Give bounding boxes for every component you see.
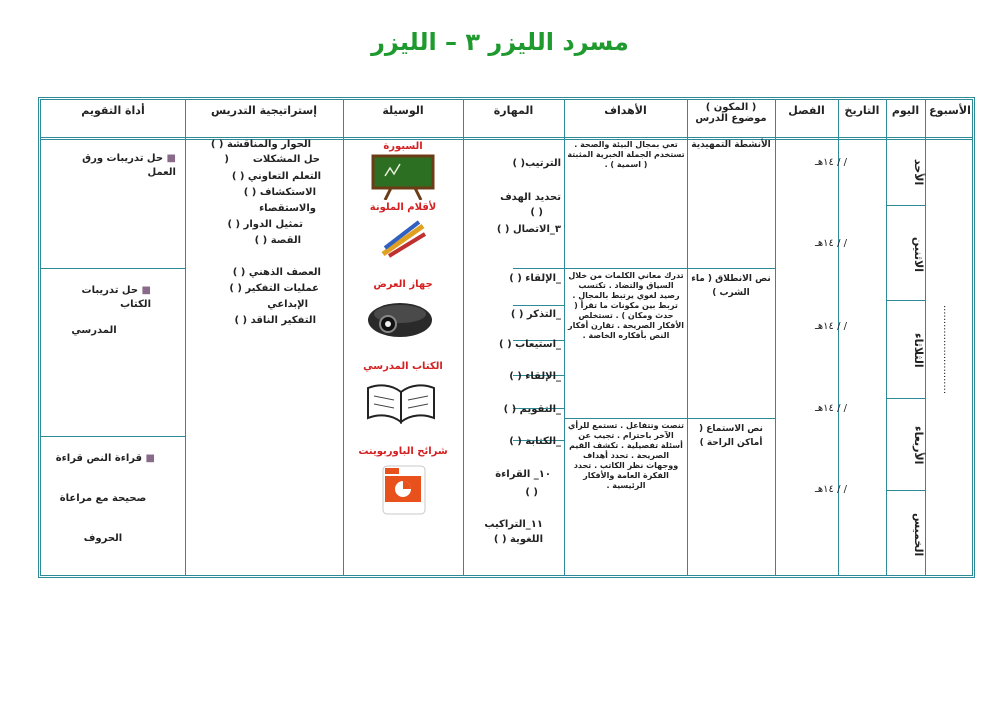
strategy-8: عمليات التفكير ( ) [229,283,319,294]
date-4: / / ١٤هـ [814,403,848,414]
day-divider [886,490,925,491]
section-divider [564,418,775,419]
header-means: الوسيلة [382,104,424,117]
component-3: نص الاستماع ( أماكن الراحة ) [699,424,763,448]
header-class: الفصل [788,104,825,117]
skill-5: _التذكر ( ) [510,309,561,320]
strategy-4b: والاستقصاء [259,203,316,214]
day-divider [886,300,925,301]
means-pens-label: لأقلام الملونة [369,202,437,213]
page-title: مسرد الليزر ٣ – الليزر [371,28,629,56]
means-board-label: السبورة [383,141,423,152]
strategy-5: تمثيل الدوار ( ) [227,219,303,230]
day-monday: الاثنين [912,236,925,272]
header-week: الأسبوع [929,104,971,117]
lesson-plan-table [38,97,975,578]
assessment-2: ■ حل تدريبات الكتاب [81,285,151,310]
component-2: نص الانطلاق ( ماء الشرب ) [691,274,771,298]
means-projector-label: جهاز العرض [373,279,433,290]
section-divider [564,268,775,269]
skill-11b: اللغوية ( ) [493,534,543,545]
assessment-3: ■ قراءة النص قراءة [55,453,155,464]
skill-7: _الإلقاء ( ) [509,371,561,382]
skill-10: ١٠_ القراءة [495,469,551,480]
objectives-3: تنصت وتتفاعل . تستمع للرأي الآخر باحترام . تجيب عن أسئلة تفصيلية . تكشف القيم الصريحة . تحدد أهداف ووجهات نظر الكاتب . تحدد الفكرة العامة والأفكار الرئيسية . [568,421,684,490]
skill-2: تحديد الهدف [500,192,561,203]
means-slides-label: شرائح الباوربوينت [358,446,448,457]
date-2: / / ١٤هـ [814,238,848,249]
day-tuesday: الثلاثاء [912,332,925,368]
strategy-3: التعلم التعاوني ( ) [231,171,321,182]
header-day: اليوم [891,104,920,117]
book-icon [366,378,436,424]
strategy-7: العصف الذهني ( ) [232,267,321,278]
header-date: التاريخ [844,104,880,117]
skill-8: _التقويم ( ) [503,404,561,415]
day-divider [886,398,925,399]
objectives-1: تعي بمجال البيئة والصحة . تستخدم الجملة الخبرية المثبتة ( اسمية ) . [567,140,685,169]
day-sunday: الأحد [912,159,925,186]
skill-6: _استيعاب ( ) [499,339,561,350]
powerpoint-icon [379,462,431,518]
means-book-label: الكتاب المدرسي [363,361,443,372]
col-divider [343,100,344,575]
date-5: / / ١٤هـ [814,484,848,495]
skill-9: _الكتابة ( ) [509,436,561,447]
component-1: الأنشطة التمهيدية [691,140,771,150]
col-divider [838,100,839,575]
strategy-9: التفكير الناقد ( ) [234,315,316,326]
skill-divider [513,268,564,269]
col-divider [775,100,776,575]
header-rule [41,137,972,140]
colored-pens-icon [379,218,429,258]
skill-10b: ( ) [525,487,538,498]
skill-1: الترتيب( ) [512,158,561,169]
skill-11: ١١_التراكيب [484,519,543,530]
header-strategy: إستراتيجية التدريس [211,104,317,117]
col-divider [564,100,565,575]
strategy-1b: ( [224,154,229,165]
skill-4: _الإلقاء ( ) [509,273,561,284]
objectives-2: تدرك معاني الكلمات من خلال السياق والتضاد . تكتسب رصيد لغوي يرتبط بالمجال . تربط بين مكونات ما تقرأ ( حدث ومكان ) . تستخلص الأفكار الصريحة . تقارن أفكار النص بأفكاره الخاصة . [567,271,685,340]
strategy-1: الحوار والمناقشة ( ) [210,139,311,150]
week-value: ............................ [941,305,952,395]
day-divider [886,205,925,206]
strategy-6: القصة ( ) [254,235,301,246]
header-objectives: الأهداف [604,104,647,117]
assessment-3b: صحيحة مع مراعاة [59,493,147,504]
date-3: / / ١٤هـ [814,321,848,332]
skill-2b: ( ) [530,207,543,218]
bullet-icon: ■ [163,153,176,164]
assessment-1: ■ حل تدريبات ورق العمل [82,153,176,178]
skill-divider [513,305,564,306]
strategy-2: حل المشكلات [252,154,320,165]
day-thursday: الخميس [912,513,925,557]
assessment-divider [41,268,185,269]
chalkboard-icon [371,154,435,200]
day-wednesday: الأربعاء [912,425,925,465]
skill-3: ٣_الاتصال ( ) [496,224,561,235]
bullet-icon: ■ [138,285,151,296]
header-assessment: أداة التقويم [81,104,145,117]
projector-icon [366,294,434,340]
date-1: / / ١٤هـ [814,157,848,168]
header-component: ( المكون ) موضوع الدرس [695,102,767,124]
header-skill: المهارة [493,104,534,117]
assessment-2b: المدرسي [71,325,117,336]
assessment-divider [41,436,185,437]
col-divider [463,100,464,575]
strategy-4: الاستكشاف ( ) [243,187,316,198]
col-divider [185,100,186,575]
assessment-3c: الحروف [83,533,123,544]
bullet-icon: ■ [142,453,155,464]
col-divider [925,100,926,575]
strategy-8b: الإبداعي [267,299,308,310]
col-divider [687,100,688,575]
